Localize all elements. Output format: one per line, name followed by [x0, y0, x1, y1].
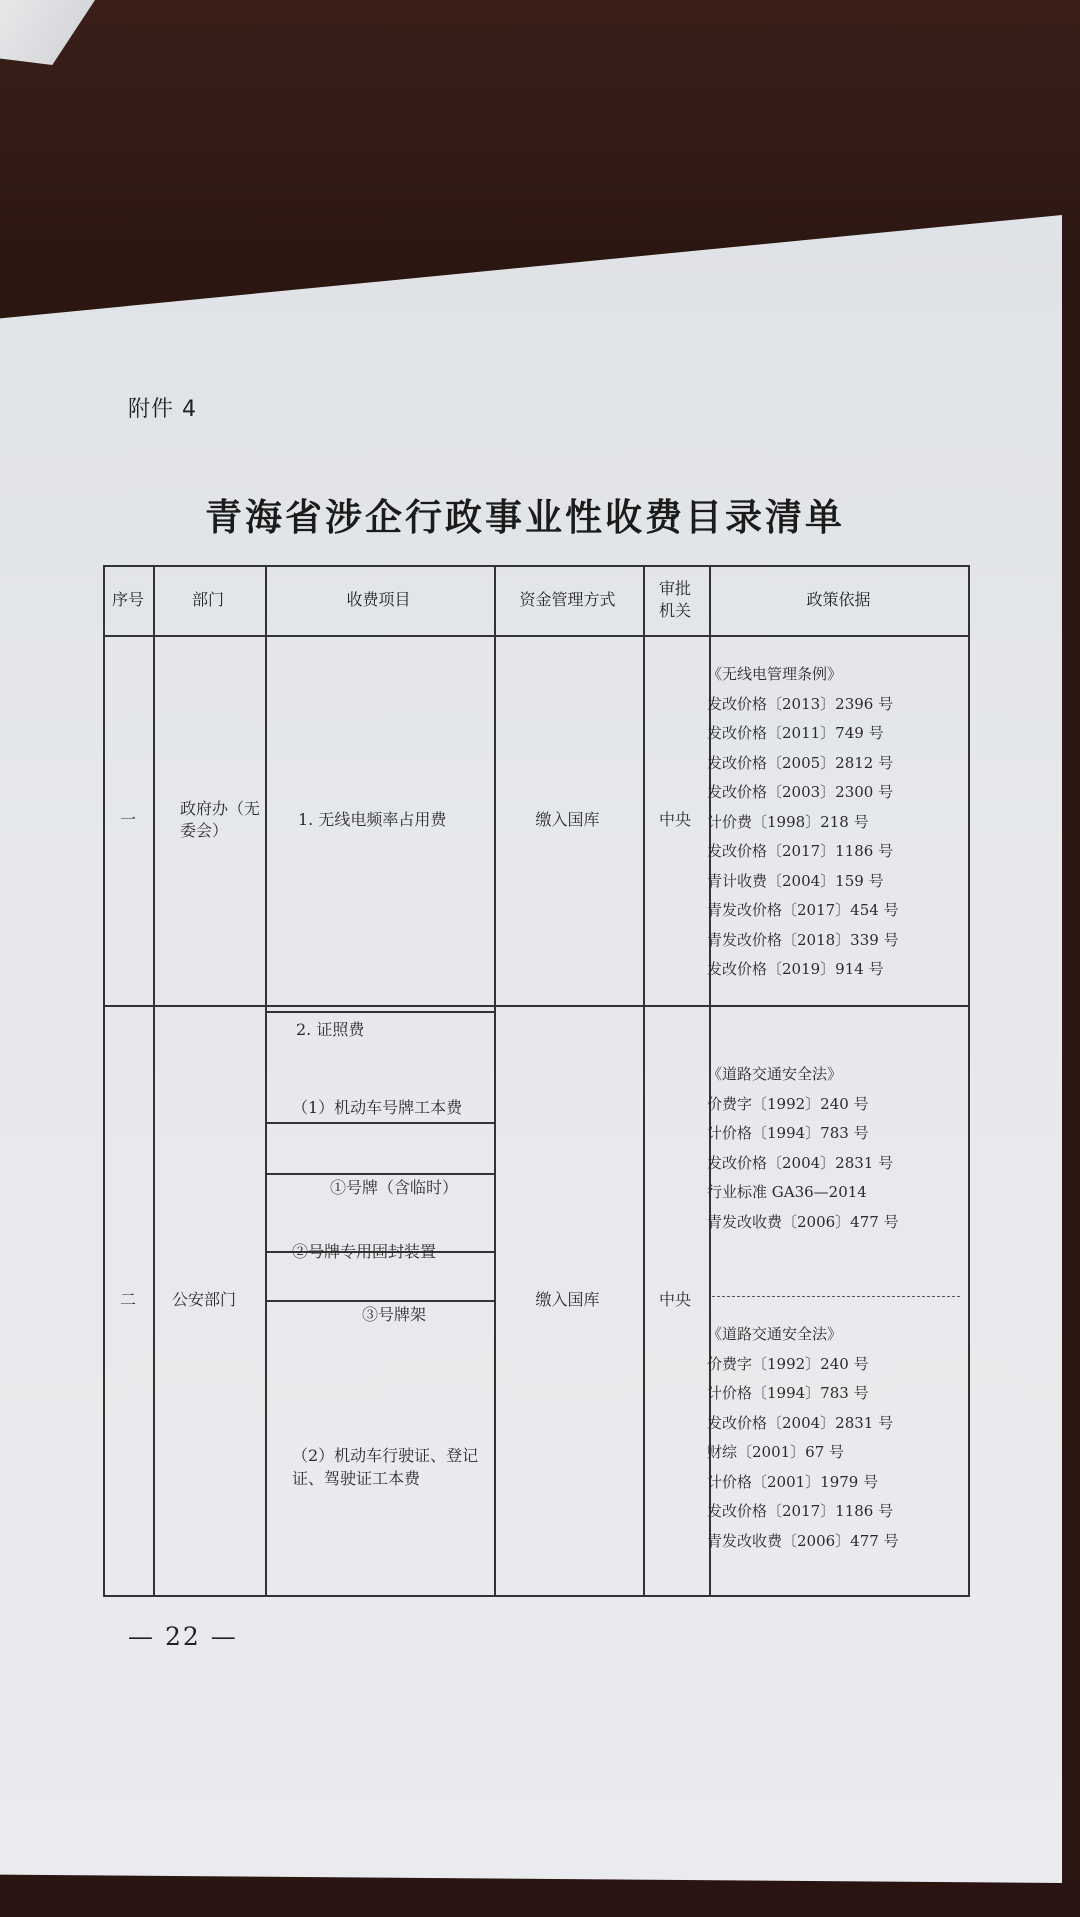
document-title: 青海省涉企行政事业性收费目录清单 — [205, 496, 845, 539]
col-divider-seq — [153, 567, 155, 1595]
policy-line: 《无线电管理条例》 — [707, 665, 843, 683]
policy-line: 财综〔2001〕67 号 — [707, 1443, 845, 1461]
policy-line: 发改价格〔2004〕2831 号 — [707, 1153, 894, 1172]
policy-line: 发改价格〔2005〕2812 号 — [707, 753, 894, 772]
policy-line: 发改价格〔2003〕2300 号 — [707, 783, 894, 801]
row2-fund: 缴入国库 — [535, 1290, 600, 1310]
row2-policy-list-b — [707, 1320, 899, 1556]
row1-dept: 政府办（无委会） — [180, 798, 261, 840]
row2-item-sub1: （1）机动车号牌工本费 — [292, 1097, 463, 1117]
header-fund: 资金管理方式 — [519, 589, 616, 609]
policy-line: 青计收费〔2004〕159 号 — [707, 871, 884, 890]
page-number: — 22 — — [128, 1622, 238, 1651]
policy-line: 青发改价格〔2017〕454 号 — [707, 901, 899, 919]
row2-approval: 中央 — [658, 1290, 691, 1310]
row2-item-sub2: （2）机动车行驶证、登记证、驾驶证工本费 — [292, 1446, 479, 1488]
policy-line: 价费字〔1992〕240 号 — [707, 1354, 869, 1373]
policy-line: 青发改收费〔2006〕477 号 — [707, 1212, 899, 1231]
row1-item: 1. 无线电频率占用费 — [298, 809, 447, 829]
policy-line: 计价格〔1994〕783 号 — [707, 1124, 869, 1142]
row1-fund: 缴入国库 — [535, 809, 600, 829]
col-divider-dept — [265, 567, 267, 1595]
policy-line: 《道路交通安全法》 — [707, 1065, 843, 1083]
row1-seq: 一 — [119, 809, 136, 829]
row2-dept: 公安部门 — [172, 1290, 237, 1310]
policy-line: 青发改收费〔2006〕477 号 — [707, 1531, 899, 1550]
attachment-label: 附件 4 — [128, 397, 197, 422]
policy-line: 发改价格〔2017〕1186 号 — [707, 842, 894, 860]
row2-item-sub1b: ②号牌专用固封装置 — [292, 1241, 437, 1261]
desk-background — [0, 0, 1080, 240]
row2-item-sub1c: ③号牌架 — [361, 1304, 426, 1324]
policy-line: 《道路交通安全法》 — [707, 1325, 843, 1343]
policy-line: 发改价格〔2011〕749 号 — [707, 724, 884, 742]
row2-policy-list-a — [707, 1060, 899, 1237]
header-approval — [643, 567, 707, 633]
policy-line: 发改价格〔2017〕1186 号 — [707, 1502, 894, 1520]
row2-item-main: 2. 证照费 — [296, 1019, 365, 1039]
policy-line: 发改价格〔2019〕914 号 — [707, 960, 884, 978]
desk-bottom-edge — [0, 1880, 1080, 1917]
row2-seq: 二 — [119, 1290, 136, 1310]
policy-line: 发改价格〔2013〕2396 号 — [707, 694, 894, 713]
policy-line: 发改价格〔2004〕2831 号 — [707, 1413, 894, 1432]
policy-line: 计价费〔1998〕218 号 — [707, 812, 869, 831]
policy-separator — [712, 1296, 960, 1297]
policy-line: 计价格〔2001〕1979 号 — [707, 1472, 879, 1491]
policy-line: 计价格〔1994〕783 号 — [707, 1384, 869, 1402]
header-dept: 部门 — [191, 589, 224, 609]
policy-line: 青发改价格〔2018〕339 号 — [707, 930, 899, 949]
header-policy: 政策依据 — [806, 589, 871, 609]
header-approval-line1: 审批 — [658, 578, 691, 598]
header-approval-line2: 机关 — [658, 601, 691, 620]
row1-approval: 中央 — [658, 809, 691, 829]
policy-line: 价费字〔1992〕240 号 — [707, 1094, 869, 1113]
row2-item-sub1a: ①号牌（含临时） — [329, 1177, 458, 1197]
policy-line: 行业标准 GA36—2014 — [707, 1183, 867, 1201]
row1-policy-list — [707, 660, 899, 985]
header-item: 收费项目 — [346, 589, 411, 609]
header-seq: 序号 — [111, 589, 144, 609]
